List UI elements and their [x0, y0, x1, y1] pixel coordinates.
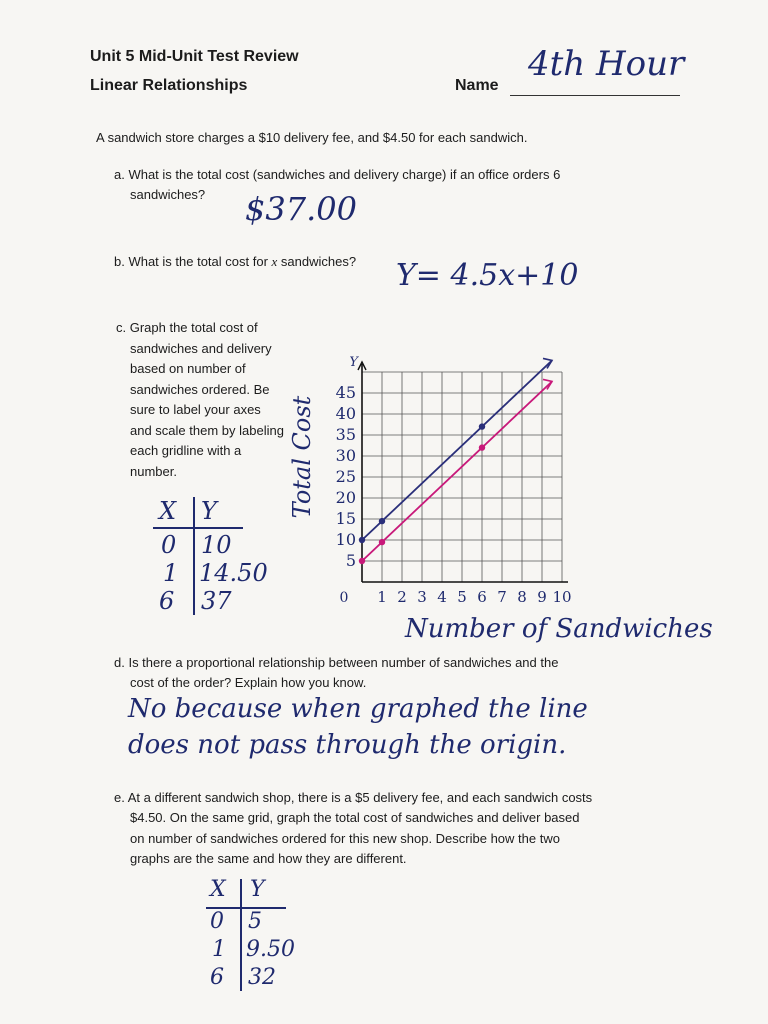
x-tick-label: 7 — [497, 588, 507, 606]
question-c-line: c. Graph the total cost of — [116, 320, 258, 335]
x-tick-label: 5 — [457, 588, 467, 606]
x-tick-label: 8 — [517, 588, 527, 606]
table-e-vline — [240, 879, 242, 991]
series-point — [479, 444, 485, 450]
problem-intro: A sandwich store charges a $10 delivery fee, and $4.50 for each sandwich. — [96, 130, 528, 145]
worksheet-title: Unit 5 Mid-Unit Test Review — [90, 48, 299, 65]
table-c-cell: 0 — [161, 531, 177, 559]
series-point — [359, 558, 365, 564]
x-tick-label: 2 — [397, 588, 407, 606]
table-c-cell: 14.50 — [199, 559, 268, 587]
graph-grid — [362, 372, 562, 582]
answer-a: $37.00 — [245, 190, 357, 228]
table-c-header-y: Y — [201, 497, 217, 525]
question-e-line1: e. At a different sandwich shop, there is a $5 delivery fee, and each sandwich costs — [114, 790, 593, 805]
x-tick-label: 3 — [417, 588, 427, 606]
table-e-header-x: X — [210, 877, 226, 902]
table-c-cell: 37 — [201, 587, 232, 615]
question-c-line: number. — [130, 463, 177, 479]
y-tick-label: 5 — [345, 551, 356, 570]
table-e — [200, 875, 310, 995]
series-point — [379, 539, 385, 545]
worksheet-subtitle: Linear Relationships — [90, 77, 248, 94]
name-underline — [510, 95, 680, 96]
answer-d-line2: does not pass through the origin. — [128, 730, 567, 760]
series-line — [362, 381, 552, 561]
x-tick-label: 10 — [552, 588, 572, 606]
table-c — [145, 495, 268, 620]
question-b-prefix: b. What is the total cost for — [114, 254, 272, 269]
x-tick-label: 1 — [377, 588, 387, 606]
table-c-cell: 1 — [163, 559, 179, 587]
question-c-line: each gridline with a — [130, 443, 242, 458]
y-tick-label: 25 — [335, 467, 356, 486]
series-point — [379, 518, 385, 524]
question-d-line1: d. Is there a proportional relationship between number of sandwiches and the — [114, 655, 559, 670]
name-answer: 4th Hour — [528, 44, 685, 84]
question-a-line2: sandwiches? — [130, 187, 206, 202]
table-e-header-y: Y — [250, 877, 265, 902]
question-c-line: sandwiches ordered. Be — [130, 381, 270, 397]
question-e-line4: graphs are the same and how they are different. — [130, 851, 407, 866]
y-tick-label: 20 — [335, 488, 356, 507]
answer-b: Y= 4.5x+10 — [396, 258, 579, 293]
x-tick-label: 9 — [537, 588, 547, 606]
question-b — [114, 252, 356, 272]
question-d-line2: cost of the order? Explain how you know. — [130, 675, 367, 690]
question-b-var: x — [271, 254, 278, 269]
table-e-cell: 32 — [248, 965, 276, 990]
series-point — [359, 537, 365, 543]
table-e-cell: 0 — [210, 909, 224, 934]
table-e-cell: 5 — [248, 909, 262, 934]
question-c-line: and scale them by labeling — [130, 422, 284, 438]
question-c — [116, 318, 291, 482]
question-e-line2: $4.50. On the same grid, graph the total cost of sandwiches and deliver based — [130, 810, 580, 825]
table-c-header-x: X — [159, 497, 177, 525]
graph-tick-labels — [336, 383, 572, 606]
question-a-line1: a. What is the total cost (sandwiches and delivery charge) if an office orders 6 — [114, 167, 561, 182]
question-b-suffix: sandwiches? — [277, 254, 357, 269]
y-tick-label: 30 — [335, 446, 356, 465]
table-c-hline — [153, 527, 243, 529]
y-tick-label: 35 — [335, 425, 356, 444]
y-tick-label: 10 — [335, 530, 356, 549]
table-e-cell: 1 — [212, 937, 226, 962]
table-c-vline — [193, 497, 195, 615]
question-e-line3: on number of sandwiches ordered for this new shop. Describe how the two — [130, 831, 560, 846]
x-tick-label: 4 — [437, 588, 447, 606]
question-c-line: based on number of — [130, 361, 246, 376]
series-line — [362, 360, 552, 540]
y-axis-label: Total Cost — [288, 395, 316, 519]
table-e-cell: 6 — [210, 965, 224, 990]
x-tick-label: 6 — [477, 588, 487, 606]
table-c-cell: 6 — [159, 587, 175, 615]
y-tick-label: 45 — [335, 383, 356, 402]
question-c-line: sandwiches and delivery — [130, 340, 272, 356]
y-tick-label: 15 — [335, 509, 356, 528]
graph-series — [359, 358, 552, 564]
cost-graph — [280, 322, 610, 632]
series-point — [479, 423, 485, 429]
table-e-cell: 9.50 — [246, 937, 295, 962]
answer-d-line1: No because when graphed the line — [128, 694, 588, 724]
y-axis-letter: Y — [349, 355, 358, 370]
question-c-line: sure to label your axes — [130, 402, 261, 417]
name-label: Name — [455, 77, 499, 94]
x-axis-label: Number of Sandwiches — [405, 614, 713, 644]
y-tick-label: 40 — [335, 404, 356, 423]
table-c-cell: 10 — [201, 531, 232, 559]
origin-label: 0 — [339, 590, 349, 606]
